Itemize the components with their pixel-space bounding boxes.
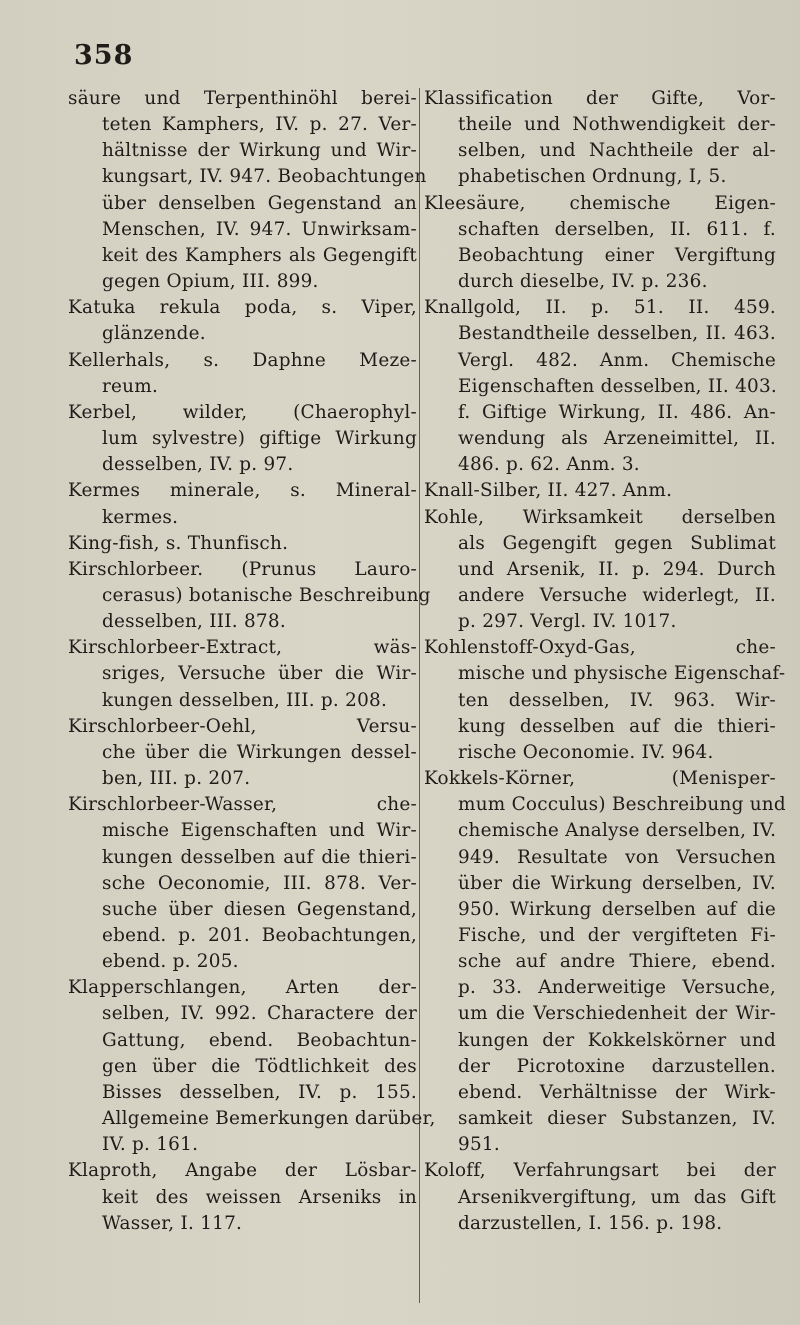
- index-entry-line: wendung als Arzeneimittel, II.: [458, 428, 776, 450]
- index-entry-headline: Kirschlorbeer-Wasser, che-: [68, 794, 417, 816]
- index-entry: [68, 531, 417, 557]
- index-entry-line: che über die Wirkungen dessel-: [102, 741, 417, 763]
- index-entry-line: Allgemeine Bemerkungen darüber,: [102, 1108, 436, 1130]
- index-entry-line: und Arsenik, II. p. 294. Durch: [458, 558, 776, 580]
- index-entry-headline: Klassification der Gifte, Vor-: [424, 88, 776, 109]
- index-entry-line: mische und physische Eigenschaf-: [458, 663, 786, 685]
- index-entry-line: keit des Kamphers als Gegengift: [102, 244, 417, 266]
- index-entry-headline: Kohle, Wirksamkeit derselben: [424, 506, 776, 528]
- index-entry-line: ten desselben, IV. 963. Wir-: [458, 689, 776, 711]
- index-entry: [424, 635, 786, 766]
- index-entry-line: über denselben Gegenstand an: [102, 192, 417, 214]
- index-entry-headline: Kleesäure, chemische Eigen-: [424, 192, 776, 214]
- index-entry-line: IV. p. 161.: [102, 1134, 199, 1156]
- index-entry-headline: Kokkels-Körner, (Menisper-: [424, 768, 776, 790]
- index-entry-line: selben, und Nachtheile der al-: [458, 140, 776, 162]
- index-entry-headline: Kellerhals, s. Daphne Meze-: [68, 349, 417, 371]
- index-entry-line: Beobachtung einer Vergiftung: [458, 244, 776, 266]
- index-entry-line: andere Versuche widerlegt, II.: [458, 584, 776, 606]
- page-number: 358: [74, 40, 134, 71]
- index-entry: [68, 478, 417, 530]
- index-entry: [68, 1158, 417, 1236]
- index-entry-line: als Gegengift gegen Sublimat: [458, 532, 776, 554]
- index-entry-line: selben, IV. 992. Charactere der: [102, 1003, 417, 1025]
- index-entry-line: keit des weissen Arseniks in: [102, 1186, 417, 1208]
- index-entry: [68, 635, 417, 713]
- index-entry-headline: Kirschlorbeer-Oehl, Versu-: [68, 715, 417, 737]
- index-entry-line: rische Oeconomie. IV. 964.: [458, 741, 714, 763]
- index-entry-line: um die Verschiedenheit der Wir-: [458, 1003, 776, 1025]
- index-entry-line: über die Wirkung derselben, IV.: [458, 872, 776, 894]
- index-entry-headline: Kirschlorbeer-Extract, wäs-: [68, 637, 417, 659]
- index-entry-line: kungen desselben auf die thieri-: [102, 846, 417, 868]
- index-entry: [68, 975, 436, 1158]
- index-entry-headline: Kohlenstoff-Oxyd-Gas, che-: [424, 637, 776, 659]
- index-entry-line: kung desselben auf die thieri-: [458, 715, 776, 737]
- index-entry: [68, 400, 417, 478]
- index-entry-line: gegen Opium, III. 899.: [102, 271, 319, 293]
- index-entry-line: Arsenikvergiftung, um das Gift: [458, 1186, 776, 1208]
- index-entry-line: mum Cocculus) Beschreibung und: [458, 794, 786, 816]
- index-entry-headline: Katuka rekula poda, s. Viper,: [68, 297, 417, 319]
- index-entry: [68, 714, 417, 792]
- index-entry-line: 949. Resultate von Versuchen: [458, 846, 776, 868]
- index-entry-line: Bisses desselben, IV. p. 155.: [102, 1081, 417, 1103]
- index-entry-line: glänzende.: [102, 323, 206, 345]
- index-entry-line: suche über diesen Gegenstand,: [102, 898, 417, 920]
- index-entry-line: darzustellen, I. 156. p. 198.: [458, 1212, 723, 1234]
- index-entry-line: 951.: [458, 1134, 500, 1156]
- index-entry-line: sriges, Versuche über die Wir-: [102, 663, 417, 685]
- index-entry: [68, 295, 417, 347]
- index-entry-line: Fische, und der vergifteten Fi-: [458, 925, 776, 946]
- index-entry-line: ebend. p. 201. Beobachtungen,: [102, 925, 417, 946]
- index-entry: [424, 295, 776, 478]
- index-entry-line: kungen desselben, III. p. 208.: [102, 689, 388, 711]
- index-entry-line: f. Giftige Wirkung, II. 486. An-: [458, 401, 776, 423]
- index-entry-headline: Knallgold, II. p. 51. II. 459.: [424, 297, 776, 319]
- index-entry: [68, 86, 427, 295]
- index-entry-headline: Klapperschlangen, Arten der-: [68, 977, 417, 999]
- index-entry-line: Gattung, ebend. Beobachtun-: [102, 1029, 417, 1051]
- index-entry-headline: säure und Terpenthinöhl berei-: [68, 88, 417, 109]
- index-entry-line: Eigenschaften desselben, II. 403.: [458, 375, 778, 397]
- index-entry-headline: Kerbel, wilder, (Chaerophyl-: [68, 401, 417, 423]
- index-entry-line: Vergl. 482. Anm. Chemische: [458, 349, 776, 371]
- index-entry-line: cerasus) botanische Beschreibung: [102, 584, 431, 606]
- index-entry-headline: Klaproth, Angabe der Lösbar-: [68, 1160, 417, 1182]
- index-entry-line: chemische Analyse derselben, IV.: [458, 820, 777, 842]
- index-entry-line: ben, III. p. 207.: [102, 768, 251, 790]
- index-entry-line: sche Oeconomie, III. 878. Ver-: [102, 872, 417, 894]
- right-column: [424, 86, 786, 1237]
- index-entry-line: gen über die Tödtlichkeit des: [102, 1055, 417, 1077]
- index-entry-line: desselben, III. 878.: [102, 611, 286, 633]
- index-entry: [68, 557, 431, 635]
- index-entry: [424, 478, 776, 504]
- index-entry: [424, 1158, 776, 1236]
- index-entry-line: 950. Wirkung derselben auf die: [458, 898, 776, 920]
- index-entry-line: samkeit dieser Substanzen, IV.: [458, 1108, 776, 1130]
- index-entry-line: kermes.: [102, 506, 179, 528]
- index-entry-line: 486. p. 62. Anm. 3.: [458, 454, 640, 476]
- index-entry-line: der Picrotoxine darzustellen.: [458, 1055, 776, 1077]
- index-entry-line: Wasser, I. 117.: [102, 1212, 243, 1234]
- index-entry-headline: Knall-Silber, II. 427. Anm.: [424, 480, 673, 502]
- index-entry-line: Bestandtheile desselben, II. 463.: [458, 323, 776, 345]
- index-entry: [424, 766, 786, 1158]
- index-entry-line: phabetischen Ordnung, I, 5.: [458, 166, 727, 188]
- index-entry-line: theile und Nothwendigkeit der-: [458, 114, 776, 136]
- index-entry-line: schaften derselben, II. 611. f.: [458, 218, 776, 240]
- index-entry-line: sche auf andre Thiere, ebend.: [458, 951, 776, 973]
- index-entry-line: durch dieselbe, IV. p. 236.: [458, 271, 708, 293]
- index-entry-line: teten Kamphers, IV. p. 27. Ver-: [102, 114, 417, 136]
- index-entry-headline: Koloff, Verfahrungsart bei der: [424, 1160, 776, 1182]
- index-entry: [68, 792, 417, 975]
- index-entry-line: desselben, IV. p. 97.: [102, 454, 294, 476]
- index-entry-headline: Kirschlorbeer. (Prunus Lauro-: [68, 558, 417, 580]
- index-entry-line: Menschen, IV. 947. Unwirksam-: [102, 218, 417, 240]
- index-entry: [424, 505, 776, 636]
- index-entry: [424, 86, 776, 191]
- index-entry-line: hältnisse der Wirkung und Wir-: [102, 140, 417, 162]
- index-entry-line: kungen der Kokkelskörner und: [458, 1029, 776, 1051]
- left-column: [68, 86, 436, 1237]
- index-entry-headline: King-fish, s. Thunfisch.: [68, 532, 289, 554]
- index-entry-line: ebend. Verhältnisse der Wirk-: [458, 1081, 776, 1103]
- index-entry-headline: Kermes minerale, s. Mineral-: [68, 480, 417, 502]
- index-entry-line: mische Eigenschaften und Wir-: [102, 820, 417, 842]
- index-entry-line: kungsart, IV. 947. Beobachtungen: [102, 166, 427, 188]
- index-entry-line: p. 297. Vergl. IV. 1017.: [458, 611, 677, 633]
- index-entry-line: reum.: [102, 375, 159, 397]
- index-entry: [424, 191, 776, 296]
- index-entry: [68, 348, 417, 400]
- index-entry-line: p. 33. Anderweitige Versuche,: [458, 977, 776, 999]
- index-entry-line: lum sylvestre) giftige Wirkung: [102, 428, 417, 450]
- index-entry-line: ebend. p. 205.: [102, 951, 239, 973]
